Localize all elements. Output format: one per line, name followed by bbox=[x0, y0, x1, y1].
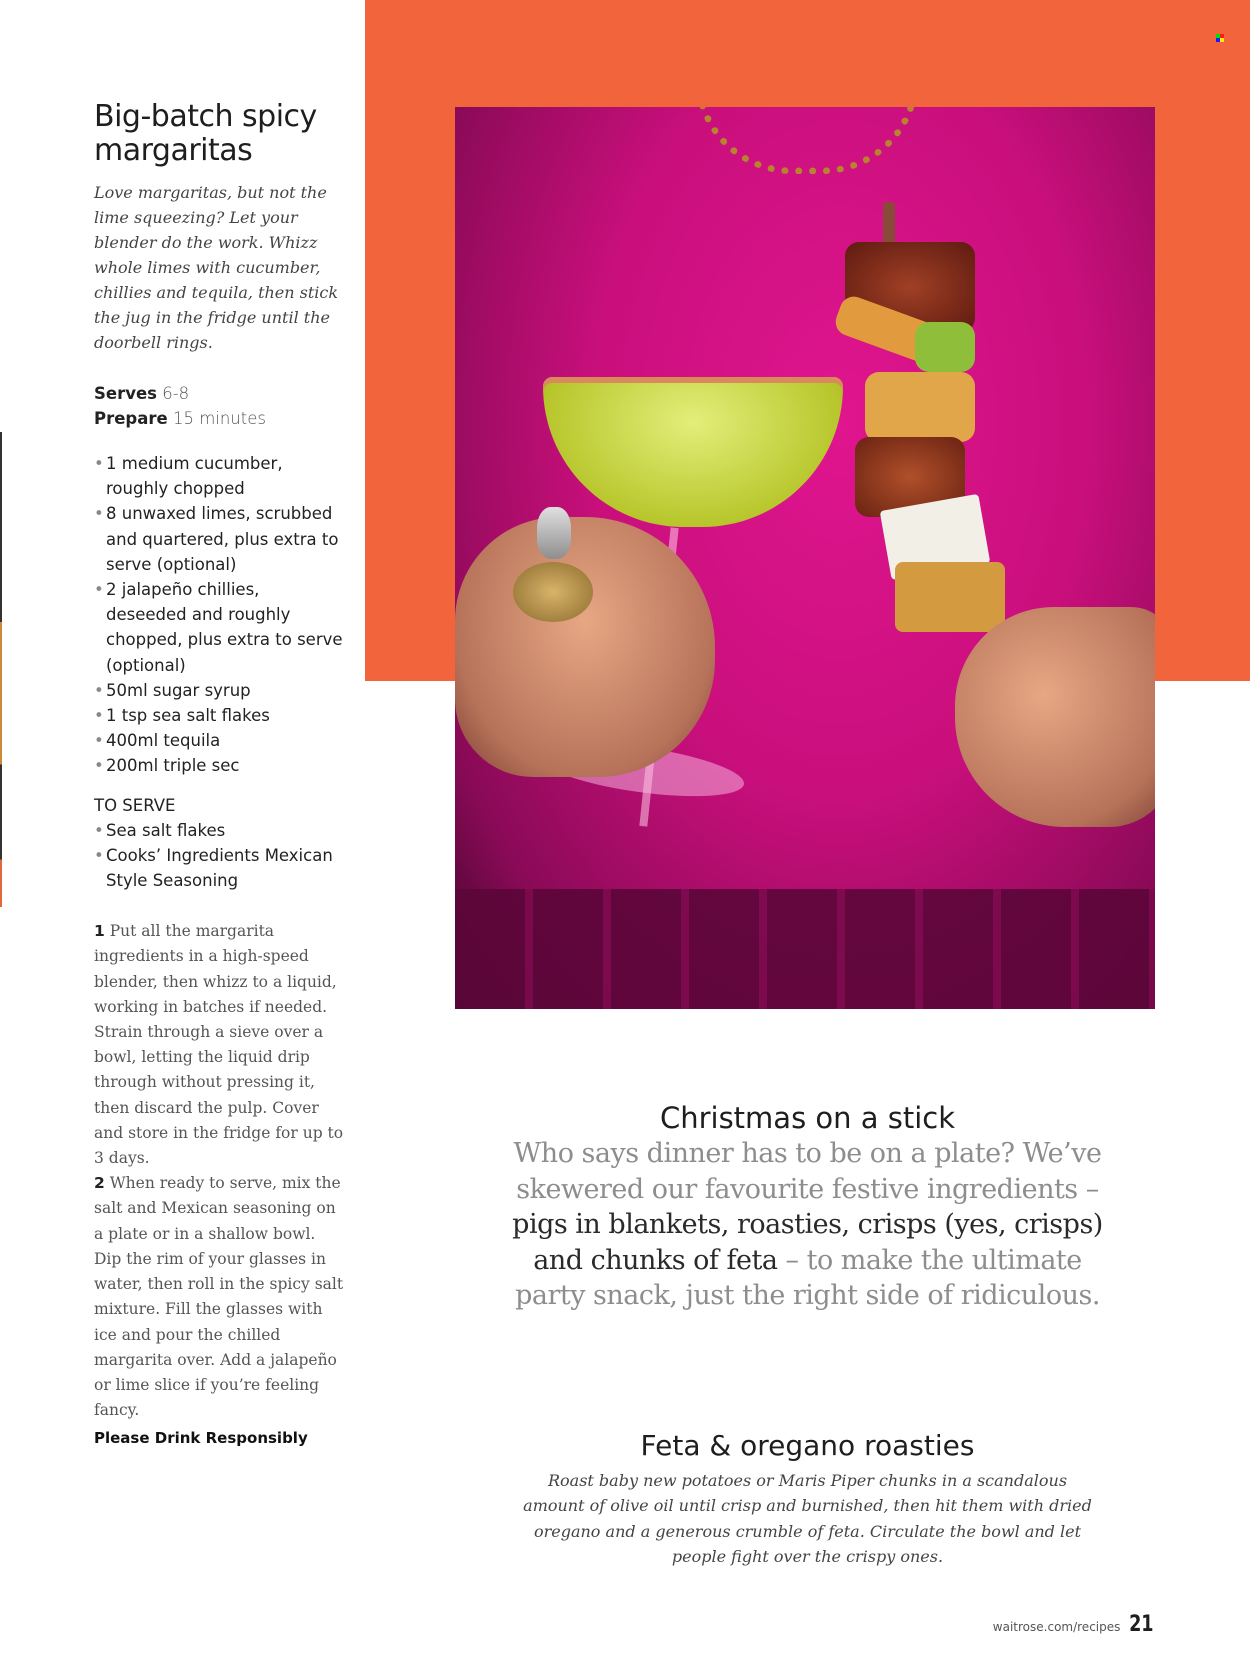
ingredient-item: • 200ml triple sec bbox=[94, 753, 344, 778]
step-text: When ready to serve, mix the salt and Mexican seasoning on a plate or in a shallow bowl. Dip the rim of your glasses in water, then roll in the spicy salt mixture. Fill the glasses with ice and pour the chilled margarita over. Add a jalapeño or lime slice if you’re feeling fancy. bbox=[94, 1174, 344, 1420]
section-body: Roast baby new potatoes or Maris Piper chunks in a scandalous amount of olive oil until crisp and burnished, then hit them with dried oregano and a generous crumble of feta. Circulate the bowl and let people fight over the crispy ones. bbox=[523, 1471, 1092, 1566]
color-registration-mark-icon bbox=[1216, 34, 1224, 42]
ingredient-list bbox=[94, 451, 344, 779]
recipe-title: Big-batch spicy margaritas bbox=[94, 99, 317, 168]
to-serve-list bbox=[94, 818, 344, 894]
section-body bbox=[500, 1136, 1115, 1314]
ingredient-item: • 50ml sugar syrup bbox=[94, 678, 344, 703]
serves-label: Serves bbox=[94, 384, 157, 403]
method-step bbox=[94, 1171, 344, 1423]
method-step bbox=[94, 919, 344, 1171]
drink-responsibly-notice: Please Drink Responsibly bbox=[94, 1429, 308, 1448]
to-serve-item: • Cooks’ Ingredients Mexican Style Seasoning bbox=[94, 843, 344, 893]
ingredient-item: • 8 unwaxed limes, scrubbed and quartered, plus extra to serve (optional) bbox=[94, 501, 344, 577]
page-edge-strip bbox=[0, 432, 2, 907]
skewer-graphic bbox=[845, 202, 1025, 622]
silver-ring-graphic bbox=[537, 507, 571, 559]
to-serve-heading: TO SERVE bbox=[94, 795, 176, 815]
skirt-pleats-graphic bbox=[455, 889, 1155, 1009]
to-serve-item: • Sea salt flakes bbox=[94, 818, 344, 843]
ingredient-item: • 1 medium cucumber, roughly chopped bbox=[94, 451, 344, 501]
serves-value: 6-8 bbox=[162, 384, 190, 403]
ingredient-item: • 2 jalapeño chillies, deseeded and roughly chopped, plus extra to serve (optional) bbox=[94, 577, 344, 678]
recipe-intro: Love margaritas, but not the lime squeezing? Let your blender do the work. Whizz whole limes with cucumber, chillies and tequila, then stick the jug in the fridge until the doorbell rings. bbox=[94, 183, 339, 352]
prepare-value: 15 minutes bbox=[172, 409, 266, 428]
ingredient-item: • 1 tsp sea salt flakes bbox=[94, 703, 344, 728]
hero-photo bbox=[455, 107, 1155, 1009]
margarita-recipe bbox=[94, 100, 344, 1447]
right-hand-graphic bbox=[955, 607, 1155, 827]
prepare-row bbox=[94, 406, 344, 431]
left-hand-graphic bbox=[455, 517, 715, 777]
feta-roasties-section bbox=[520, 1428, 1095, 1569]
page-footer bbox=[993, 1612, 1157, 1637]
method-steps bbox=[94, 919, 344, 1423]
gold-ring-graphic bbox=[513, 562, 593, 622]
page-number: 21 bbox=[1129, 1612, 1154, 1637]
necklace-graphic bbox=[695, 107, 919, 174]
prepare-label: Prepare bbox=[94, 409, 168, 428]
christmas-on-a-stick-section bbox=[500, 1100, 1115, 1314]
margarita-glass-graphic bbox=[543, 377, 843, 527]
step-number: 2 bbox=[94, 1174, 105, 1193]
step-number: 1 bbox=[94, 922, 105, 941]
body-text: – to make the ultimate party snack, just the right side of ridiculous. bbox=[515, 1244, 1100, 1312]
serves-row bbox=[94, 381, 344, 406]
body-text: Who says dinner has to be on a plate? We’ve skewered our favourite festive ingredients – bbox=[513, 1138, 1102, 1205]
body-highlight: pigs in blankets, roasties, crisps (yes, crisps) and chunks of feta bbox=[512, 1209, 1103, 1276]
footer-url-link[interactable]: waitrose.com/recipes bbox=[992, 1620, 1121, 1634]
section-title: Christmas on a stick bbox=[659, 1101, 956, 1135]
section-title: Feta & oregano roasties bbox=[640, 1429, 975, 1462]
step-text: Put all the margarita ingredients in a high-speed blender, then whizz to a liquid, working in batches if needed. Strain through a sieve over a bowl, letting the liquid drip through without pressing it, then discard the pulp. Cover and store in the fridge for up to 3 days. bbox=[94, 922, 344, 1168]
ingredient-item: • 400ml tequila bbox=[94, 728, 344, 753]
